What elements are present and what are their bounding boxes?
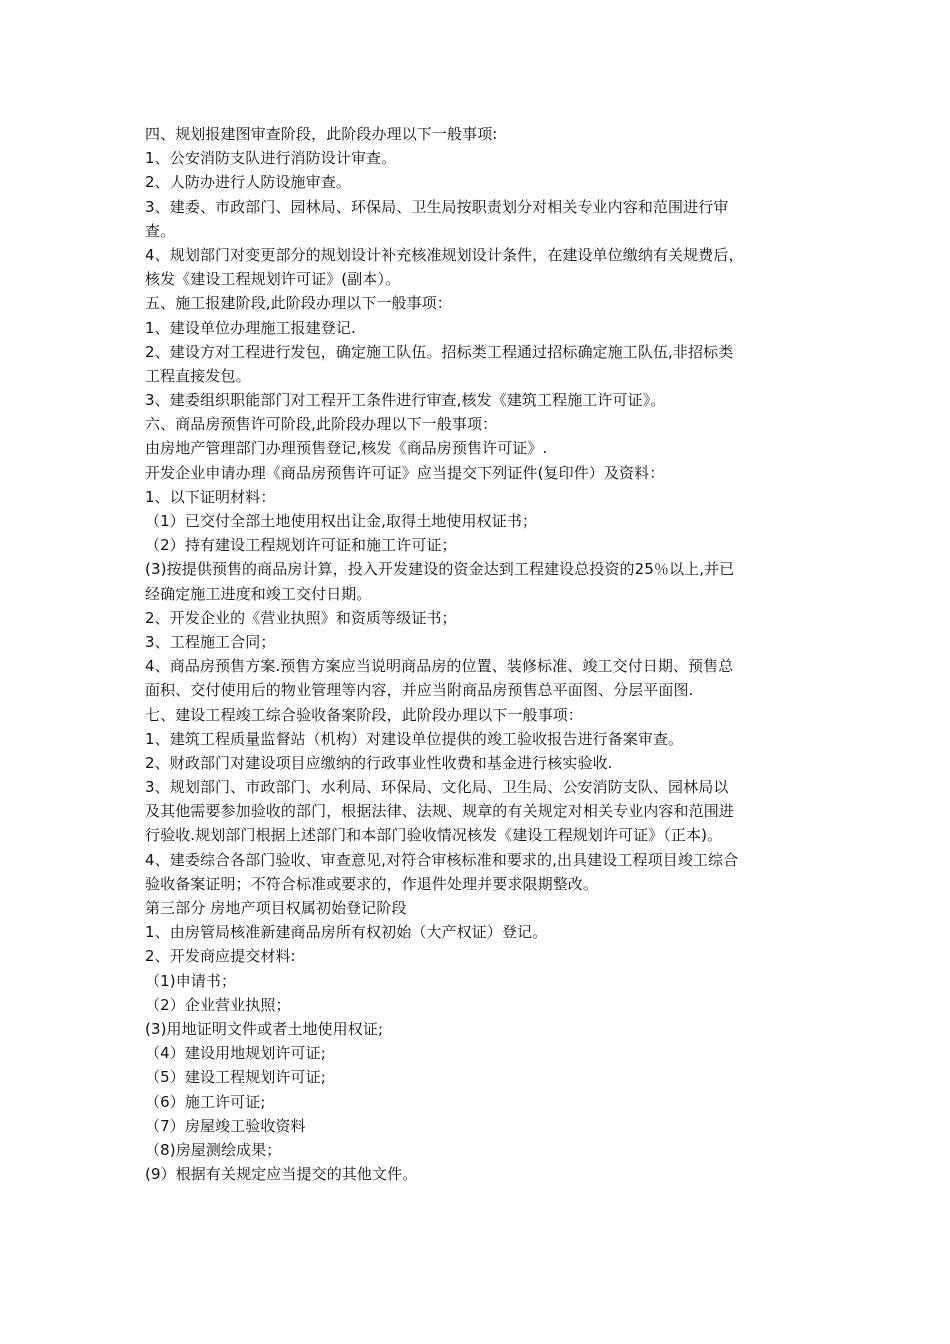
text-line: 经确定施工进度和竣工交付日期。 <box>145 584 372 603</box>
text-line: （7）房屋竣工验收资料 <box>145 1116 306 1135</box>
text-line: 开发企业申请办理《商品房预售许可证》应当提交下列证件(复印件）及资料： <box>145 463 665 482</box>
text-line: 2、开发商应提交材料: <box>145 947 296 966</box>
text-line: （1)申请书； <box>145 971 237 990</box>
text-line: 4、规划部门对变更部分的规划设计补充核准规划设计条件，在建设单位缴纳有关规费后， <box>145 245 744 264</box>
text-line: 五、施工报建阶段,此阶段办理以下一般事项： <box>145 294 452 313</box>
text-line: 1、由房管局核准新建商品房所有权初始（大产权证）登记。 <box>145 923 548 942</box>
text-line: 1、公安消防支队进行消防设计审查。 <box>145 149 397 168</box>
text-line: （1）已交付全部土地使用权出让金,取得土地使用权证书； <box>145 512 538 530</box>
text-line: 及其他需要参加验收的部门，根据法律、法规、规章的有关规定对相关专业内容和范围进 <box>145 802 734 821</box>
text-line: 核发《建设工程规划许可证》(副本）。 <box>145 270 401 289</box>
text-line: 2、财政部门对建设项目应缴纳的行政事业性收费和基金进行核实验收. <box>145 753 613 772</box>
text-line: （2）企业营业执照； <box>145 995 291 1014</box>
text-line: 4、建委综合各部门验收、审查意见,对符合审核标准和要求的,出具建设工程项目竣工综合 <box>145 850 739 869</box>
text-line: 4、商品房预售方案.预售方案应当说明商品房的位置、装修标准、竣工交付日期、预售总 <box>145 657 734 676</box>
text-line: 3、工程施工合同； <box>145 632 276 651</box>
text-line: （5）建设工程规划许可证; <box>145 1068 326 1087</box>
text-line: 2、开发企业的《营业执照》和资质等级证书； <box>145 608 457 627</box>
text-line: 1、建设单位办理施工报建登记. <box>145 318 356 337</box>
text-line: （8)房屋测绘成果； <box>145 1140 282 1159</box>
text-line: (9）根据有关规定应当提交的其他文件。 <box>145 1165 418 1184</box>
text-line: 由房地产管理部门办理预售登记,核发《商品房预售许可证》. <box>145 439 548 458</box>
text-line: 面积、交付使用后的物业管理等内容，并应当附商品房预售总平面图、分层平面图. <box>145 681 694 700</box>
text-line: 1、建筑工程质量监督站（机构）对建设单位提供的竣工验收报告进行备案审查。 <box>145 729 684 748</box>
text-line: 七、建设工程竣工综合验收备案阶段，此阶段办理以下一般事项： <box>145 705 583 724</box>
text-line: 工程直接发包。 <box>145 366 251 385</box>
text-line: (3)按提供预售的商品房计算，投入开发建设的资金达到工程建设总投资的25％以上,并已 <box>145 560 735 579</box>
text-line: 2、人防办进行人防设施审查。 <box>145 173 351 192</box>
document-body <box>145 122 805 1186</box>
text-line: （2）持有建设工程规划许可证和施工许可证； <box>145 536 457 555</box>
text-line: 六、商品房预售许可阶段,此阶段办理以下一般事项： <box>145 415 498 434</box>
text-line: 3、建委组织职能部门对工程开工条件进行审查,核发《建筑工程施工许可证》。 <box>145 391 666 410</box>
text-line: 行验收.规划部门根据上述部门和本部门验收情况核发《建设工程规划许可证》（正本)。 <box>145 826 723 845</box>
text-line: (3)用地证明文件或者土地使用权证; <box>145 1019 384 1038</box>
text-line: （4）建设用地规划许可证; <box>145 1044 326 1063</box>
text-line: 查。 <box>145 221 176 240</box>
text-line: 2、建设方对工程进行发包，确定施工队伍。招标类工程通过招标确定施工队伍,非招标类 <box>145 342 734 361</box>
text-line: 3、建委、市政部门、园林局、环保局、卫生局按职责划分对相关专业内容和范围进行审 <box>145 197 729 216</box>
text-line: 3、规划部门、市政部门、水利局、环保局、文化局、卫生局、公安消防支队、园林局以 <box>145 778 729 797</box>
text-line: （6）施工许可证; <box>145 1092 266 1111</box>
text-line: 第三部分 房地产项目权属初始登记阶段 <box>145 899 407 917</box>
text-line: 1、以下证明材料： <box>145 487 276 506</box>
text-line: 验收备案证明；不符合标准或要求的，作退件处理并要求限期整改。 <box>145 874 599 893</box>
text-line: 四、规划报建图审查阶段，此阶段办理以下一般事项: <box>145 125 498 143</box>
